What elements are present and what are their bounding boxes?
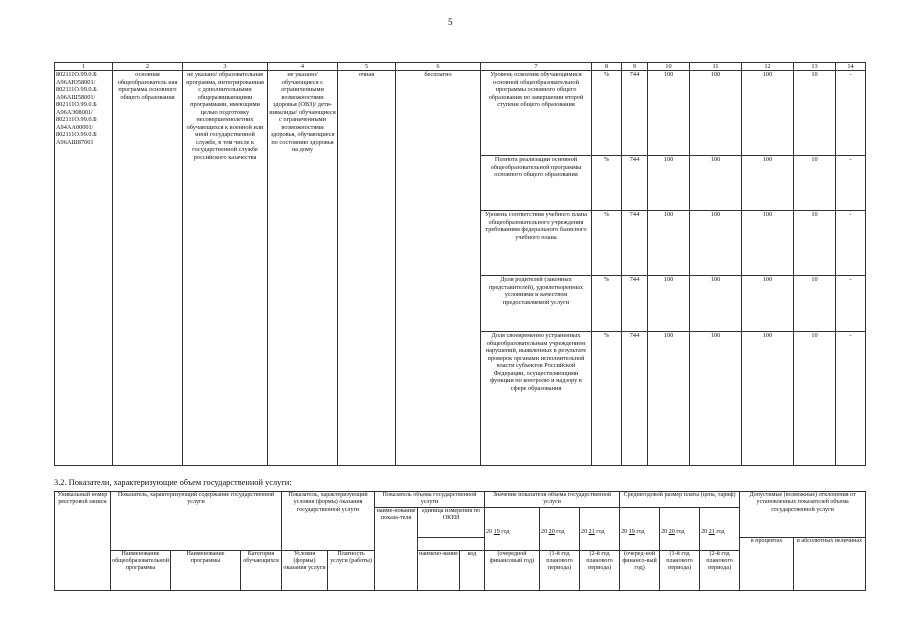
conditions-indicator-header: Показатель, характеризующий условия (формы) оказания государственной услуги — [282, 492, 375, 551]
value-col-14: - — [836, 211, 866, 276]
okei-code: 744 — [622, 276, 648, 332]
col-num-10: 10 — [648, 63, 690, 71]
volume-indicator-header: Показатель объема государственной услуги — [375, 492, 485, 508]
value-col-10: 100 — [648, 332, 690, 466]
subheader-program-1: Наименование общеобразовательной программы — [111, 550, 171, 590]
annual-fee-header: Среднегодовой размер платы (цена, тариф) — [620, 492, 740, 508]
value-col-12: 100 — [742, 156, 794, 211]
col-num-7: 7 — [481, 63, 592, 71]
registry-codes: 802111О.99.0.Б А96АЮ58001/ 802111О.99.0.Б А96АШ58001/ 802111О.99.0.Б А96АЭ08001/ 802111О.99.0.Б А94АА00001/ 802111О.99.0.Б А96АШ87001 — [55, 71, 113, 466]
col-num-6: 6 — [396, 63, 481, 71]
subheader-okei-name: наимено-вание — [418, 550, 460, 590]
subheader-okei-code: код — [460, 550, 485, 590]
value-col-10: 100 — [648, 276, 690, 332]
column-number-row — [55, 63, 866, 71]
price-period-1: (очеред-ной финансо-вый год) — [620, 550, 660, 590]
percent-header: в процентах — [740, 537, 794, 590]
content-indicator-header: Показатель, характеризующий содержание государственной услуги — [111, 492, 282, 551]
value-col-13: 10 — [794, 71, 836, 156]
price-period-2: (1-й год планового периода) — [660, 550, 700, 590]
value-col-11: 100 — [690, 71, 742, 156]
subheader-conditions: Условия (формы) оказания услуги — [282, 550, 328, 590]
value-col-12: 100 — [742, 211, 794, 276]
indicator-name: Уровень соответствия учебного плана общеобразовательного учреждения требованиям федерального базисного учебного плана — [481, 211, 592, 276]
value-col-12: 100 — [742, 276, 794, 332]
indicator-unit: % — [592, 332, 622, 466]
value-col-10: 100 — [648, 71, 690, 156]
study-form: очная — [338, 71, 396, 466]
value-col-13: 10 — [794, 332, 836, 466]
value-col-13: 10 — [794, 276, 836, 332]
value-col-14: - — [836, 71, 866, 156]
value-col-12: 100 — [742, 332, 794, 466]
volume-value-header: Значение показателя объема государственной услуги — [485, 492, 620, 508]
okei-code: 744 — [622, 71, 648, 156]
value-col-13: 10 — [794, 211, 836, 276]
header-row-1 — [55, 492, 866, 508]
unique-number-header: Уникальный номер реестровой записи — [55, 492, 111, 591]
indicator-unit: % — [592, 276, 622, 332]
subheader-category: Категория обучающихся — [241, 550, 282, 590]
indicator-name: Полнота реализации основной общеобразовательной программы основного общего образования — [481, 156, 592, 211]
subheader-payment: Платность услуги (работы) — [328, 550, 375, 590]
col-num-1: 1 — [55, 63, 113, 71]
program-type: не указано/ образовательная программа, интегрированная с дополнительными общеразвивающими программами, имеющими целью подготовку несовершеннолетних обучающихся к военной или иной государственной службе, в том числе к государственной службе российского казачества — [183, 71, 268, 466]
value-col-14: - — [836, 276, 866, 332]
price-year-1: 20 19 год — [620, 507, 660, 550]
page-number: 5 — [448, 17, 453, 27]
value-year-2: 20 20 год — [540, 507, 580, 550]
okei-code: 744 — [622, 156, 648, 211]
allowed-deviation-header: Допустимые (возможные) отклонения от установленных показателей объема государственной услуги — [740, 492, 866, 538]
indicator-unit: % — [592, 211, 622, 276]
value-period-3: (2-й год планового периода) — [580, 550, 620, 590]
okei-code: 744 — [622, 211, 648, 276]
col-num-4: 4 — [268, 63, 338, 71]
value-col-13: 10 — [794, 156, 836, 211]
value-col-11: 100 — [690, 156, 742, 211]
col-num-13: 13 — [794, 63, 836, 71]
absolute-header: в абсолютных величинах — [794, 537, 866, 590]
indicator-unit: % — [592, 71, 622, 156]
value-col-12: 100 — [742, 71, 794, 156]
col-num-12: 12 — [742, 63, 794, 71]
student-category: не указано/ обучающиеся с ограниченными возможностями здоровья (ОВЗ)/ дети-инвалиды/ обучающиеся с ограниченными возможностями здоровья, обучающиеся по состоянию здоровья на дому — [268, 71, 338, 466]
value-period-2: (1-й год планового периода) — [540, 550, 580, 590]
value-col-11: 100 — [690, 211, 742, 276]
col-num-14: 14 — [836, 63, 866, 71]
price-year-2: 20 20 год — [660, 507, 700, 550]
section-title: 3.2. Показатели, характеризующие объем государственной услуги: — [54, 478, 292, 487]
indicator-name-header: наиме-нование показа-теля — [375, 507, 418, 590]
price-period-3: (2-й год планового периода) — [700, 550, 740, 590]
price-year-3: 20 21 год — [700, 507, 740, 550]
volume-indicators-table — [54, 491, 866, 591]
subheader-program-2: Наименование программы — [171, 550, 241, 590]
value-period-1: (очередной финансовый год) — [485, 550, 540, 590]
col-num-9: 9 — [622, 63, 648, 71]
indicators-table — [54, 62, 866, 466]
value-year-1: 20 19 год — [485, 507, 540, 550]
payment-type: бесплатно — [396, 71, 481, 466]
value-col-14: - — [836, 332, 866, 466]
col-num-3: 3 — [183, 63, 268, 71]
unit-okei-header: единица измерения по ОКЕИ — [418, 507, 485, 537]
value-col-14: - — [836, 156, 866, 211]
value-col-11: 100 — [690, 332, 742, 466]
value-col-10: 100 — [648, 156, 690, 211]
table-row — [55, 71, 866, 156]
value-col-10: 100 — [648, 211, 690, 276]
indicator-unit: % — [592, 156, 622, 211]
indicator-name: Доля родителей (законных представителей), удовлетворенных условиями и качеством предоставляемой услуги — [481, 276, 592, 332]
program-name: основная общеобразователь ная программа основного общего образования — [113, 71, 183, 466]
okei-spacer — [418, 537, 485, 550]
value-col-11: 100 — [690, 276, 742, 332]
col-num-11: 11 — [690, 63, 742, 71]
okei-code: 744 — [622, 332, 648, 466]
indicator-name: Доля своевременно устраненных общеобразовательным учреждением нарушений, выявленных в результате проверок органами исполнительной власти субъектов Российской Федерации, осуществляющими функции по контролю и надзору в сфере образования — [481, 332, 592, 466]
col-num-2: 2 — [113, 63, 183, 71]
col-num-5: 5 — [338, 63, 396, 71]
indicator-name: Уровень освоения обучающимися основной общеобразовательной программы основного общего образования по завершении второй ступени общего образования — [481, 71, 592, 156]
value-year-3: 20 21 год — [580, 507, 620, 550]
col-num-8: 8 — [592, 63, 622, 71]
